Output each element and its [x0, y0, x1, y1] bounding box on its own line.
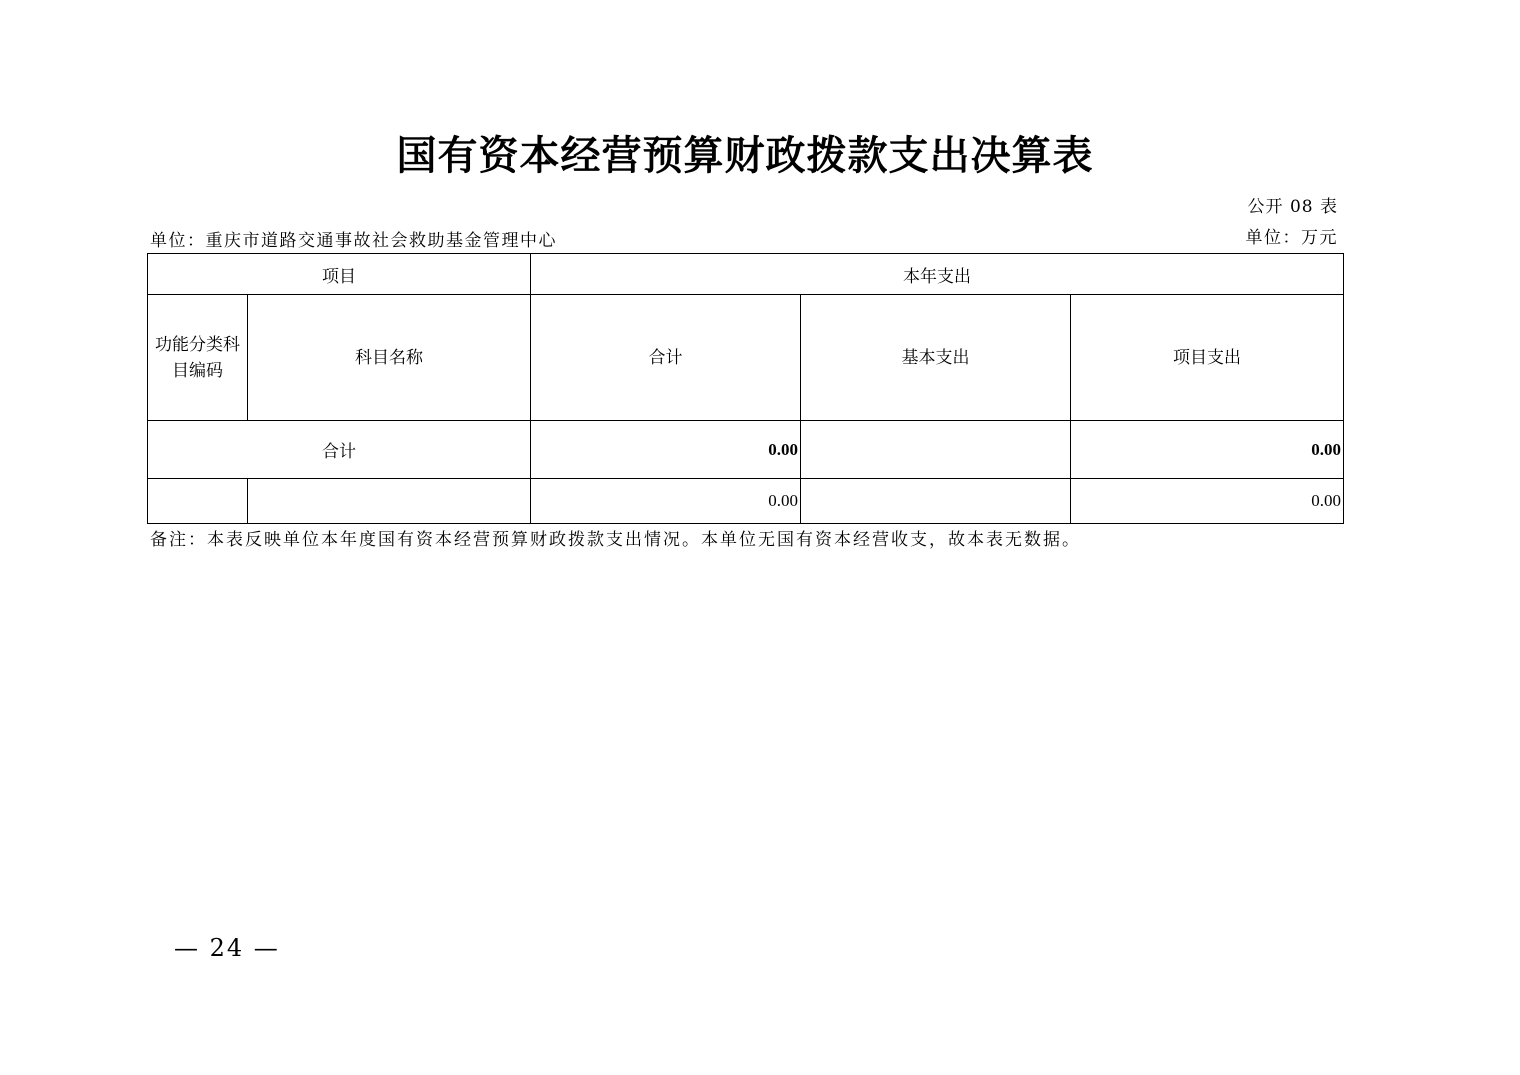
data-row-code — [148, 479, 248, 524]
footnote: 备注：本表反映单位本年度国有资本经营预算财政拨款支出情况。本单位无国有资本经营收支，故本表无数据。 — [150, 530, 1081, 550]
page-number: — 24 — — [174, 934, 280, 962]
header-total: 合计 — [531, 295, 801, 421]
page-title: 国有资本经营预算财政拨款支出决算表 — [396, 132, 1094, 179]
expenditure-table — [147, 253, 1344, 524]
unit-currency: 单位：万元 — [1245, 228, 1338, 248]
total-row-total: 0.00 — [531, 421, 801, 479]
table-row — [148, 479, 1344, 524]
header-column-row — [148, 295, 1344, 421]
header-expense-group: 本年支出 — [531, 254, 1344, 295]
data-row-total: 0.00 — [531, 479, 801, 524]
header-subject-name: 科目名称 — [248, 295, 531, 421]
header-group-row — [148, 254, 1344, 295]
header-project-group: 项目 — [148, 254, 531, 295]
total-row-project: 0.00 — [1071, 421, 1344, 479]
header-function-code: 功能分类科目编码 — [148, 295, 248, 421]
total-row — [148, 421, 1344, 479]
table-number: 公开 08 表 — [1247, 197, 1338, 217]
total-row-label: 合计 — [148, 421, 531, 479]
header-project-expense: 项目支出 — [1071, 295, 1344, 421]
data-row-basic — [801, 479, 1071, 524]
unit-organization: 单位：重庆市道路交通事故社会救助基金管理中心 — [150, 231, 557, 251]
header-basic-expense: 基本支出 — [801, 295, 1071, 421]
total-row-basic — [801, 421, 1071, 479]
data-row-project: 0.00 — [1071, 479, 1344, 524]
data-row-name — [248, 479, 531, 524]
